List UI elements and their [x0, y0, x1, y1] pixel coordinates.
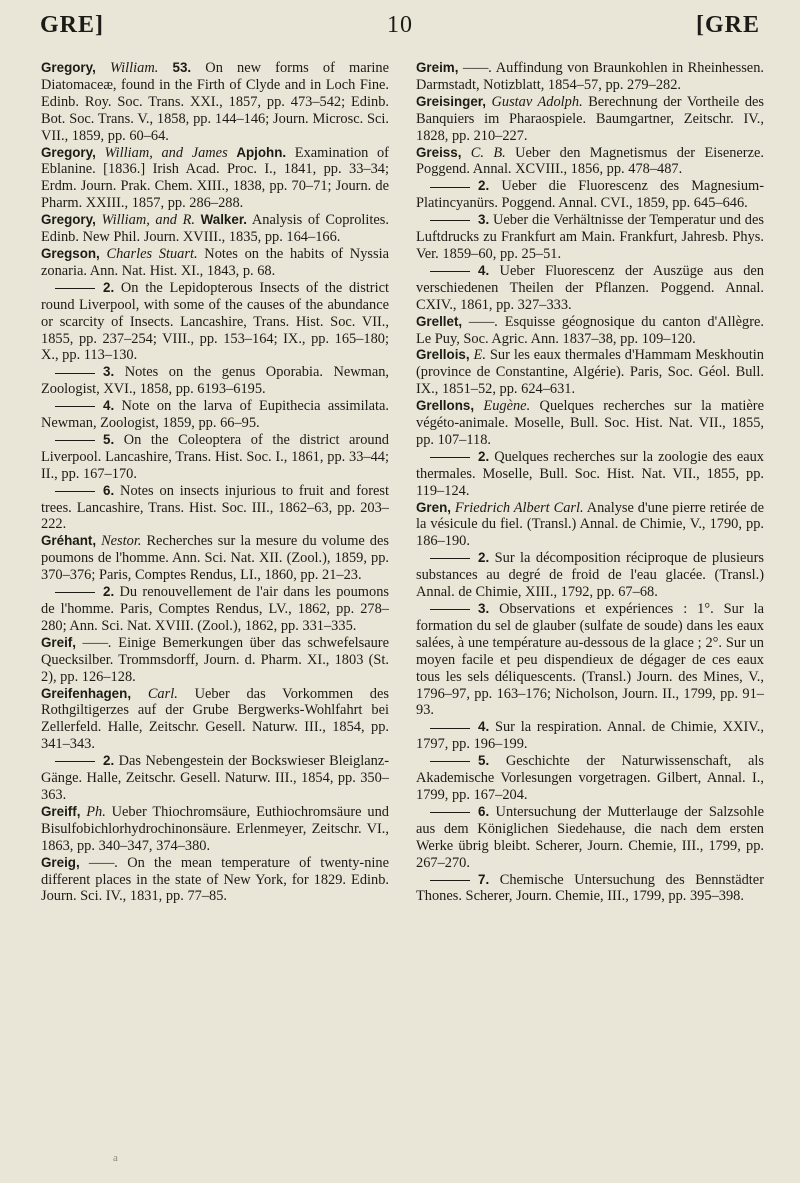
entry-text: Auffindung von Braunkohlen in Rheinhessen. Darmstadt, Notizblatt, 1854–57, pp. 279–282.: [416, 60, 764, 93]
sub-entry: [416, 212, 764, 263]
ditto-dash: [55, 406, 95, 407]
sub-entry: [416, 449, 764, 500]
entry-text: Ueber Fluorescenz der Auszüge aus den verschiedenen Theilen der Pflanzen. Poggend. Annal. CXIV., 1861, pp. 327–333.: [416, 262, 764, 313]
sub-entry: [416, 263, 764, 314]
ditto-dash: [430, 558, 470, 559]
entry-number: 3.: [478, 212, 490, 228]
ditto-dash: [430, 220, 470, 221]
entry-text: Ueber die Fluorescenz des Magnesium-Platincyanürs. Poggend. Annal. CVI., 1859, pp. 645–646.: [416, 178, 765, 212]
sub-entry: [41, 364, 389, 398]
author-given-name: Eugène.: [483, 398, 531, 415]
bibliography-entry: [41, 145, 389, 213]
sub-entry: [416, 601, 764, 719]
ditto-dash: [430, 812, 470, 813]
bibliography-entry: [41, 246, 389, 280]
entry-number: 2.: [103, 753, 115, 769]
author-name: Grellons,: [416, 398, 475, 414]
author-given-name: Charles Stuart.: [106, 245, 198, 262]
entry-number: 5.: [478, 753, 490, 769]
entry-text: Ueber die Verhältnisse der Temperatur und des Luftdrucks zu Frankfurt am Main. Frankfurt, Jahresb. Phys. Ver. 1859–60, pp. 25–51.: [416, 212, 764, 262]
bibliography-entry: [416, 94, 764, 145]
author-given-name: William, and R.: [101, 212, 196, 229]
ditto-dash: [430, 761, 470, 762]
entry-number: 7.: [478, 871, 490, 887]
entry-number: 2.: [103, 279, 115, 295]
entry-text: Observations et expériences : 1°. Sur la formation du sel de glauber (sulfate de soude) dans les eaux salées, à une température au-dessous de la glace ; 2°. Sur un moyen facile et peu dispendieux de dégager de ces eaux tous les sels déliquescents. (Transl.) Journ. des Mines, V., 1796–97, pp. 163–176; Nicholson, Journ. II., 1799, pp. 91–93.: [416, 601, 764, 719]
sub-entry: [416, 178, 764, 212]
entry-text: Analysis of Coprolites. Edinb. New Phil. Journ. XVIII., 1835, pp. 164–166.: [41, 212, 389, 246]
bibliography-entry: [416, 60, 764, 94]
page-header: [40, 12, 760, 48]
entry-number: 6.: [103, 482, 115, 498]
author-given-name: Gustav Adolph.: [491, 93, 583, 110]
entry-text: On new forms of marine Diatomaceæ, found in the Firth of Clyde and in Loch Fine. Edinb. Roy. Soc. Trans. XXI., 1857, pp. 473–542; Edinb. Bot. Soc. Trans. V., 1858, pp. 144–146; Journ. Microsc. Sci. VII., 1859, pp. 60–64.: [41, 60, 389, 144]
author-given-name: Nestor.: [101, 533, 142, 550]
entry-text: Berechnung der Vortheile des Banquiers im Pharaospiele. Baumgartner, Zeitschr. IV., 1828, pp. 210–227.: [416, 93, 765, 144]
entry-text: Esquisse géognosique du canton d'Allègre. Le Puy, Soc. Agric. Ann. 1837–38, pp. 109–120.: [416, 313, 764, 347]
entry-text: Sur la respiration. Annal. de Chimie, XXIV., 1797, pp. 196–199.: [416, 719, 764, 753]
sub-entry: [41, 584, 389, 635]
entry-text: Ueber den Magnetismus der Eisenerze. Poggend. Annal. XCVIII., 1856, pp. 478–487.: [416, 144, 764, 178]
entry-number: 5.: [103, 431, 115, 447]
author-name: Greiss,: [416, 144, 462, 160]
ditto-dash: [430, 271, 470, 272]
ditto-dash: [55, 440, 95, 441]
ditto-dash: [430, 728, 470, 729]
ditto-dash: [55, 761, 95, 762]
sub-entry: [41, 280, 389, 365]
entry-text: Du renouvellement de l'air dans les poumons de l'homme. Paris, Comptes Rendus, LV., 1862, pp. 278–280; Ann. Sci. Nat. XVIII. (Zool.), 1862, pp. 331–335.: [41, 584, 389, 634]
ditto-dash: [430, 880, 470, 881]
entry-text: Ueber das Vorkommen des Rothgiltigerzes auf der Grube Bergwerks-Wohlfahrt bei Zellerfeld. Halle, Zeitschr. Gesell. Naturw. III., 1854, pp. 341–343.: [41, 685, 389, 753]
entry-text: Das Nebengestein der Bockswieser Bleiglanz-Gänge. Halle, Zeitschr. Gesell. Naturw. III., 1854, pp. 350–363.: [41, 753, 390, 803]
entry-text: Analyse d'une pierre retirée de la vésicule du fiel. (Transl.) Annal. de Chimie, V., 1790, pp. 186–190.: [416, 499, 764, 550]
bibliography-entry: [416, 314, 764, 348]
sub-entry: [416, 872, 764, 906]
bibliography-entry: [41, 855, 389, 906]
sub-entry: [41, 432, 389, 483]
entry-number: 2.: [103, 584, 115, 600]
author-given-name: William.: [109, 60, 159, 76]
entry-text: On the mean temperature of twenty-nine different places in the state of New York, for 1829. Edinb. Journ. Sci. IV., 1831, pp. 77–85.: [41, 854, 389, 905]
sub-entry: [416, 550, 764, 601]
entry-number: 3.: [478, 601, 490, 616]
author-name: Greiff,: [41, 803, 81, 819]
entry-text: Recherches sur la mesure du volume des poumons de l'homme. Ann. Sci. Nat. XII. (Zool.), 1859, pp. 370–376; Paris, Comptes Rendus, LI., 1860, pp. 21–23.: [41, 533, 389, 584]
author-given-name: ——.: [468, 313, 499, 330]
header-left-range: GRE]: [40, 12, 104, 38]
ditto-dash: [55, 491, 95, 492]
entry-number: 6.: [478, 803, 490, 819]
ditto-dash: [55, 373, 95, 374]
sub-entry: [416, 804, 764, 872]
left-column: [41, 60, 389, 905]
bibliography-entry: [41, 635, 389, 686]
entry-number: 53.: [172, 60, 192, 75]
bibliography-entry: [41, 212, 389, 246]
bibliography-entry: [41, 804, 389, 855]
ditto-dash: [55, 288, 95, 289]
entry-text: On the Coleoptera of the district around Liverpool. Lancashire, Trans. Hist. Soc. I., 1861, pp. 33–44; II., pp. 167–170.: [41, 431, 389, 482]
bibliography-entry: [416, 347, 764, 398]
entry-text: Einige Bemerkungen über das schwefelsaure Quecksilber. Trommsdorff, Journ. d. Pharm. XI., 1803 (St. 2), pp. 126–128.: [41, 634, 389, 685]
ditto-dash: [430, 187, 470, 188]
author-name: Gregory,: [41, 60, 96, 75]
author-name: Grellois,: [416, 347, 470, 363]
page-number: 10: [387, 12, 413, 38]
author-name: Grellet,: [416, 313, 463, 329]
ditto-dash: [55, 592, 95, 593]
sub-entry: [41, 753, 389, 804]
bibliography-entry: [41, 686, 389, 754]
sub-entry: [416, 753, 764, 804]
author-name: Greim,: [416, 60, 459, 75]
bibliography-entry: [416, 398, 764, 449]
entry-number: 4.: [478, 262, 490, 278]
coauthor-name: Walker.: [200, 212, 248, 228]
sub-entry: [416, 719, 764, 753]
entry-text: Chemische Untersuchung des Bennstädter Thones. Scherer, Journ. Chemie, III., 1799, pp. 395–398.: [416, 871, 764, 905]
author-given-name: Ph.: [86, 803, 106, 820]
header-right-range: [GRE: [696, 12, 760, 38]
author-given-name: ——.: [462, 60, 493, 76]
bibliography-entry: [416, 145, 764, 179]
ditto-dash: [430, 457, 470, 458]
author-given-name: Carl.: [147, 685, 178, 702]
author-given-name: C. B.: [470, 144, 506, 161]
entry-number: 2.: [478, 550, 490, 566]
entry-text: Quelques recherches sur la matière végéto-animale. Moselle, Bull. Soc. Hist. Nat. VII., 1855, pp. 107–118.: [416, 398, 764, 448]
entry-text: Examination of Eblanine. [1836.] Irish Acad. Proc. I., 1841, pp. 33–34; Erdm. Journ. Prak. Chem. XIII., 1838, pp. 70–71; Journ. de Pharm. XXIII., 1857, pp. 286–288.: [41, 144, 389, 212]
sub-entry: [41, 398, 389, 432]
author-name: Gren,: [416, 499, 451, 515]
author-name: Greifenhagen,: [41, 685, 132, 701]
entry-number: 4.: [478, 719, 490, 735]
author-name: Greisinger,: [416, 93, 486, 109]
entry-text: Quelques recherches sur la zoologie des eaux thermales. Moselle, Bull. Soc. Hist. Nat. VII., 1855, pp. 119–124.: [416, 448, 764, 499]
author-name: Gréhant,: [41, 533, 97, 549]
coauthor-name: Apjohn.: [236, 144, 287, 160]
author-name: Gregory,: [41, 212, 96, 228]
author-given-name: ——.: [82, 634, 112, 651]
entry-text: Notes on insects injurious to fruit and forest trees. Lancashire, Trans. Hist. Soc. III., 1862–63, pp. 203–222.: [41, 482, 389, 533]
bibliography-entry: [41, 533, 389, 584]
author-given-name: ——.: [88, 854, 119, 871]
author-name: Gregory,: [41, 144, 96, 160]
footer-mark: a: [113, 1152, 118, 1164]
entry-text: Geschichte der Naturwissenschaft, als Akademische Vorlesungen vorgetragen. Gilbert, Annal. I., 1799, pp. 167–204.: [416, 753, 764, 803]
author-given-name: E.: [473, 347, 486, 364]
sub-entry: [41, 483, 389, 534]
entry-text: Notes on the genus Oporabia. Newman, Zoologist, XVI., 1858, pp. 6193–6195.: [41, 364, 389, 398]
entry-text: On the Lepidopterous Insects of the district round Liverpool, with some of the causes of the abundance or scarcity of Insects. Lancashire, Trans. Hist. Soc. VII., 1855, pp. 237–254; VIII., pp. 153–164; IX., pp. 165–180; X., pp. 113–130.: [41, 279, 389, 364]
entry-text: Note on the larva of Eupithecia assimilata. Newman, Zoologist, 1859, pp. 66–95.: [41, 398, 389, 432]
entry-text: Sur les eaux thermales d'Hammam Meskhoutin (province de Constantine, Algérie). Paris, Soc. Géol. Bull. IX., 1851–52, pp. 624–631.: [416, 347, 764, 398]
bibliography-entry: [41, 60, 389, 145]
author-given-name: William, and James: [104, 144, 228, 161]
entry-number: 4.: [103, 398, 115, 414]
author-name: Greif,: [41, 634, 76, 650]
entry-text: Notes on the habits of Nyssia zonaria. Ann. Nat. Hist. XI., 1843, p. 68.: [41, 245, 389, 279]
entry-number: 2.: [478, 178, 490, 194]
author-name: Gregson,: [41, 245, 100, 261]
ditto-dash: [430, 609, 470, 610]
entry-number: 2.: [478, 448, 490, 464]
entry-number: 3.: [103, 364, 115, 380]
bibliography-entry: [416, 500, 764, 551]
entry-text: Ueber Thiochromsäure, Euthiochromsäure und Bisulfobichlorhydrochinonsäure. Erlenmeyer, Zeitschr. VI., 1863, pp. 340–347, 374–380.: [41, 803, 389, 854]
author-given-name: Friedrich Albert Carl.: [454, 499, 584, 516]
author-name: Greig,: [41, 854, 80, 870]
right-column: [416, 60, 764, 905]
entry-text: Untersuchung der Mutterlauge der Salzsohle aus dem Königlichen Siedehause, die nach dem ersten Werke übrig bleibt. Scherer, Journ. Chemie, III., 1799, pp. 267–270.: [416, 803, 764, 871]
entry-text: Sur la décomposition réciproque de plusieurs substances au degré de froid de l'eau glacée. (Transl.) Annal. de Chimie, XIII., 1792, pp. 67–68.: [416, 550, 765, 601]
